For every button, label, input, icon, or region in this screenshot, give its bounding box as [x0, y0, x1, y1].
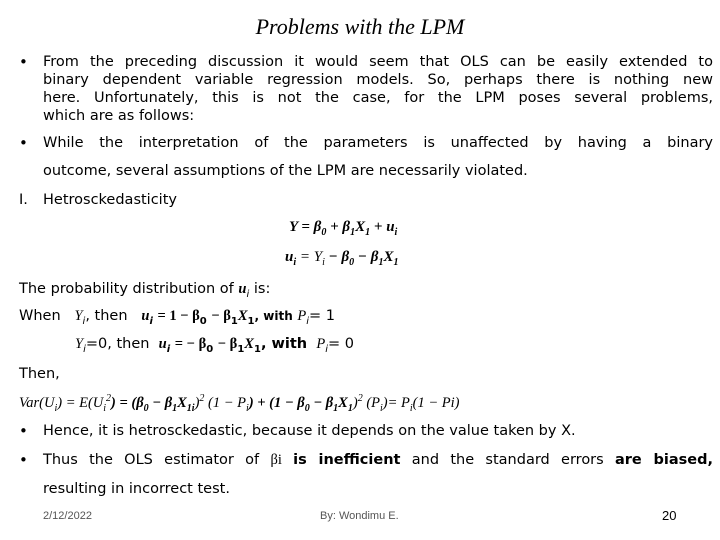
equation-residual: $u_i = Y_i - \beta_0 - \beta_1X_1$ [285, 249, 399, 268]
inefficiency-line1: Thus the OLS estimator of βi is inefficient and the standard errors are biased, [43, 452, 713, 468]
variance-equation: $Var(U_i) = E(U_i^2) = (\beta_0 - \beta_1X_{1i})^2$ $(1 - P_i) + (1 - \beta_0 - \beta_1X_1)^2$ $(P_i)= P_i(1 - Pi)$ [19, 393, 460, 414]
para1-line2: binary dependent variable regression models. So, perhaps there is nothing new [43, 72, 713, 88]
when-line: When $Y_i$, then $u_i = 1 - \beta_0 - \beta_1X_1$, with $P_i= 1$ [19, 308, 335, 327]
page-number: 20 [662, 508, 677, 523]
para2-line2: outcome, several assumptions of the LPM are necessarily violated. [43, 163, 528, 179]
bullet-dot: • [19, 53, 28, 71]
inefficiency-line2: resulting in incorrect test. [43, 481, 230, 497]
slide-title: Problems with the LPM [255, 14, 465, 39]
para1-line4: which are as follows: [43, 108, 195, 124]
bullet-dot: • [19, 422, 28, 440]
para1-line3: here. Unfortunately, this is not the case, for the LPM poses several problems, [43, 90, 713, 106]
zero-line: $Y_i=0$, then $u_i$ = − $\beta_0 - \beta_1X_1$, with $P_i= 0$ [75, 336, 354, 355]
para2-line1: While the interpretation of the parameters is unaffected by having a binary [43, 135, 713, 151]
section-marker: I. [19, 192, 28, 208]
bullet-dot: • [19, 451, 28, 469]
para1-line1: From the preceding discussion it would seem that OLS can be easily extended to [43, 54, 713, 70]
footer-author: By: Wondimu E. [320, 510, 399, 522]
prob-dist-line: The probability distribution of $u_i$ is: [19, 281, 271, 300]
section-heading: Hetrosckedasticity [43, 192, 177, 208]
then-label: Then, [19, 366, 60, 382]
footer-date: 2/12/2022 [43, 510, 92, 522]
bullet-dot: • [19, 134, 28, 152]
hetero-conclusion: Hence, it is hetrosckedastic, because it depends on the value taken by X. [43, 423, 576, 439]
equation-model: $Y = \beta_0 + \beta_1X_1 + u_i$ [289, 219, 398, 238]
